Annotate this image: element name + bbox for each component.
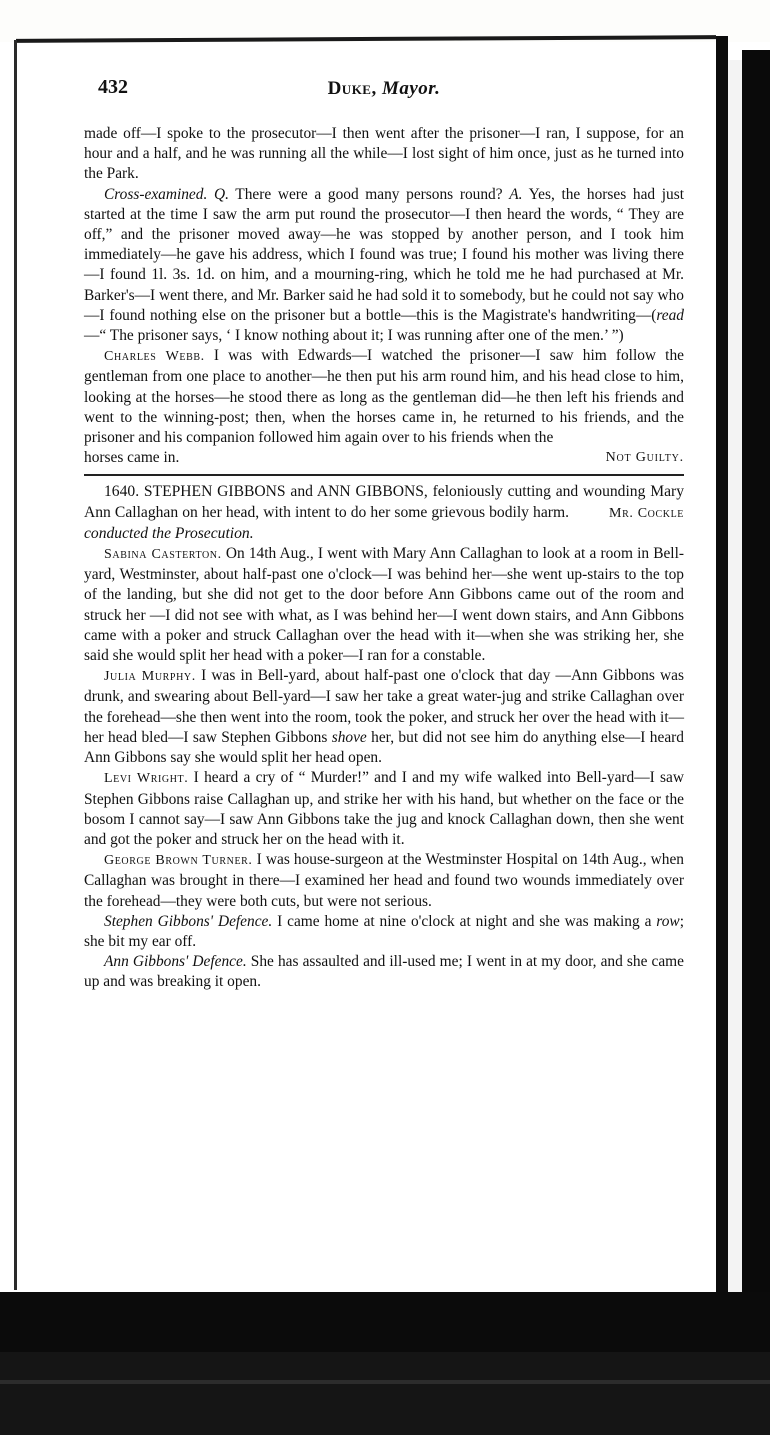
paragraph-witness-wright <box>84 768 684 850</box>
emphasis-row: row <box>656 912 680 930</box>
binding-gap <box>728 60 742 1298</box>
document-page <box>84 76 684 993</box>
statement-text: —“ The prisoner says, ‘ I know nothing about it; I was running after one of the men.’ ”) <box>84 327 624 345</box>
witness-testimony: I heard a cry of “ Murder!” and I and my wife walked into Bell-yard—I saw Stephen Gibbons raise Callaghan up, and strike her with his hand, but whether on the face or the bosom I cannot say—I saw Ann Gibbons take the jug and knock Callaghan down, then she went and got the poker and struck her on the head with it. <box>84 769 684 848</box>
witness-name: Levi Wright. <box>104 771 189 787</box>
witness-testimony: On 14th Aug., I went with Mary Ann Callaghan to look at a room in Bell-yard, Westminster, about half-past one o'clock—I was behind her—she went up-stairs to the top of the landing, but she did not get to the door before Ann Gibbons came out of the room and struck her —I did not see with what, as I was behind her—I went down stairs, and Ann Gibbons came with a poker and struck Callaghan over the head with it—when she was striking her, she said she would split her head with a poker—I ran for a constable. <box>84 545 684 665</box>
case-divider <box>84 474 684 476</box>
page-left-edge <box>14 40 17 1290</box>
paragraph-cross-examination <box>84 185 684 347</box>
page-header <box>84 76 684 106</box>
case-heading-text: 1640. STEPHEN GIBBONS and ANN GIBBONS, feloniously cutting and wounding Mary Ann Callaghan on her head, with intent to do her some grievous bodily harm. <box>84 483 684 521</box>
verdict: Not Guilty. <box>605 450 684 466</box>
prosecution-note: conducted the Prosecution. <box>84 524 254 542</box>
case-heading <box>84 482 684 544</box>
running-head-title: Mayor. <box>381 78 441 99</box>
verdict-line <box>84 448 684 468</box>
scan-bottom-streak <box>0 1380 770 1384</box>
answer-text: Yes, the horses had just started at the time I saw the arm put round the prosecutor—I then heard the words, “ They are off,” and the prisoner moved away—he was stopped by another person, and I took him immediately—he gave his address, which I found was true; I found his mother was living there—I found 1l. 3s. 1d. on him, and a mourning-ring, which he told me he had purchased at Mr. Barker's—I went there, and Mr. Barker said he had sold it to somebody, but he could not say who—I found nothing else on the prisoner but a bottle—this is the Magistrate's handwriting—( <box>84 185 684 324</box>
paragraph-witness-murphy <box>84 666 684 768</box>
paragraph-defence-stephen <box>84 912 684 952</box>
answer-label: A. <box>509 185 523 203</box>
witness-testimony: I was house-surgeon at the Westminster Hospital on 14th Aug., when Callaghan was brought in there—I examined her head and found two wounds immediately over the forehead—they were both cuts, but were not serious. <box>84 851 684 910</box>
paragraph-testimony-continued: made off—I spoke to the prosecutor—I then went after the prisoner—I ran, I suppose, for an hour and a half, and he was running all the while—I lost sight of him once, just as he turned into the Park. <box>84 125 684 183</box>
witness-testimony: I was with Edwards—I watched the prisoner—I saw him follow the gentleman from one place to another—he then put his arm round him, and his head close to him, looking at the horses—he stood there as long as the gentleman did—he then left his friends and went to the winning-post; then, when the horses came in, he returned to his friends, and the prisoner and his companion followed him again over to his friends when the <box>84 347 684 447</box>
defence-label: Ann Gibbons' Defence. <box>104 953 247 971</box>
prosecutor-name: Mr. Cockle <box>609 505 684 521</box>
emphasis-shove: shove <box>331 728 367 746</box>
binding-shadow <box>716 36 728 1298</box>
body-text <box>84 124 684 993</box>
paragraph-witness-casterton <box>84 544 684 666</box>
scan-bottom-gray <box>0 1352 770 1435</box>
running-head-name: Duke, <box>327 78 377 99</box>
page-number: 432 <box>98 76 128 98</box>
question-text: There were a good many persons round? <box>235 185 503 203</box>
testimony-last-line: horses came in. <box>84 449 180 467</box>
defence-text: She has assaulted and ill-used me; I went in at my door, and she came up and was breaking it open. <box>84 953 684 991</box>
running-head <box>84 78 684 100</box>
next-page-edge <box>742 50 770 1300</box>
defence-text: I came home at nine o'clock at night and she was making a <box>277 912 652 930</box>
paragraph-witness-turner <box>84 850 684 912</box>
witness-name: Sabina Casterton. <box>104 547 222 563</box>
defence-label: Stephen Gibbons' Defence. <box>104 912 273 930</box>
cross-examined-label: Cross-examined. Q. <box>104 185 229 203</box>
witness-name: Charles Webb. <box>104 349 205 365</box>
defence-text-cont: ; she bit my ear off. <box>84 912 684 950</box>
scan-bottom-band <box>0 1292 770 1352</box>
witness-name: George Brown Turner. <box>104 853 253 869</box>
witness-testimony: I was in Bell-yard, about half-past one o'clock that day —Ann Gibbons was drunk, and swearing about Bell-yard—I saw her take a great water-jug and strike Callaghan over the forehead—she then went into the room, took the poker, and struck her over the head with it—her head bled—I saw Stephen Gibbons <box>84 667 684 746</box>
read-label: read <box>656 306 684 324</box>
witness-name: Julia Murphy. <box>104 669 196 685</box>
witness-testimony-cont: her, but did not see him do anything else—I heard Ann Gibbons say she would split her head open. <box>84 728 684 767</box>
paragraph-witness-webb <box>84 346 684 448</box>
paragraph-defence-ann <box>84 952 684 992</box>
